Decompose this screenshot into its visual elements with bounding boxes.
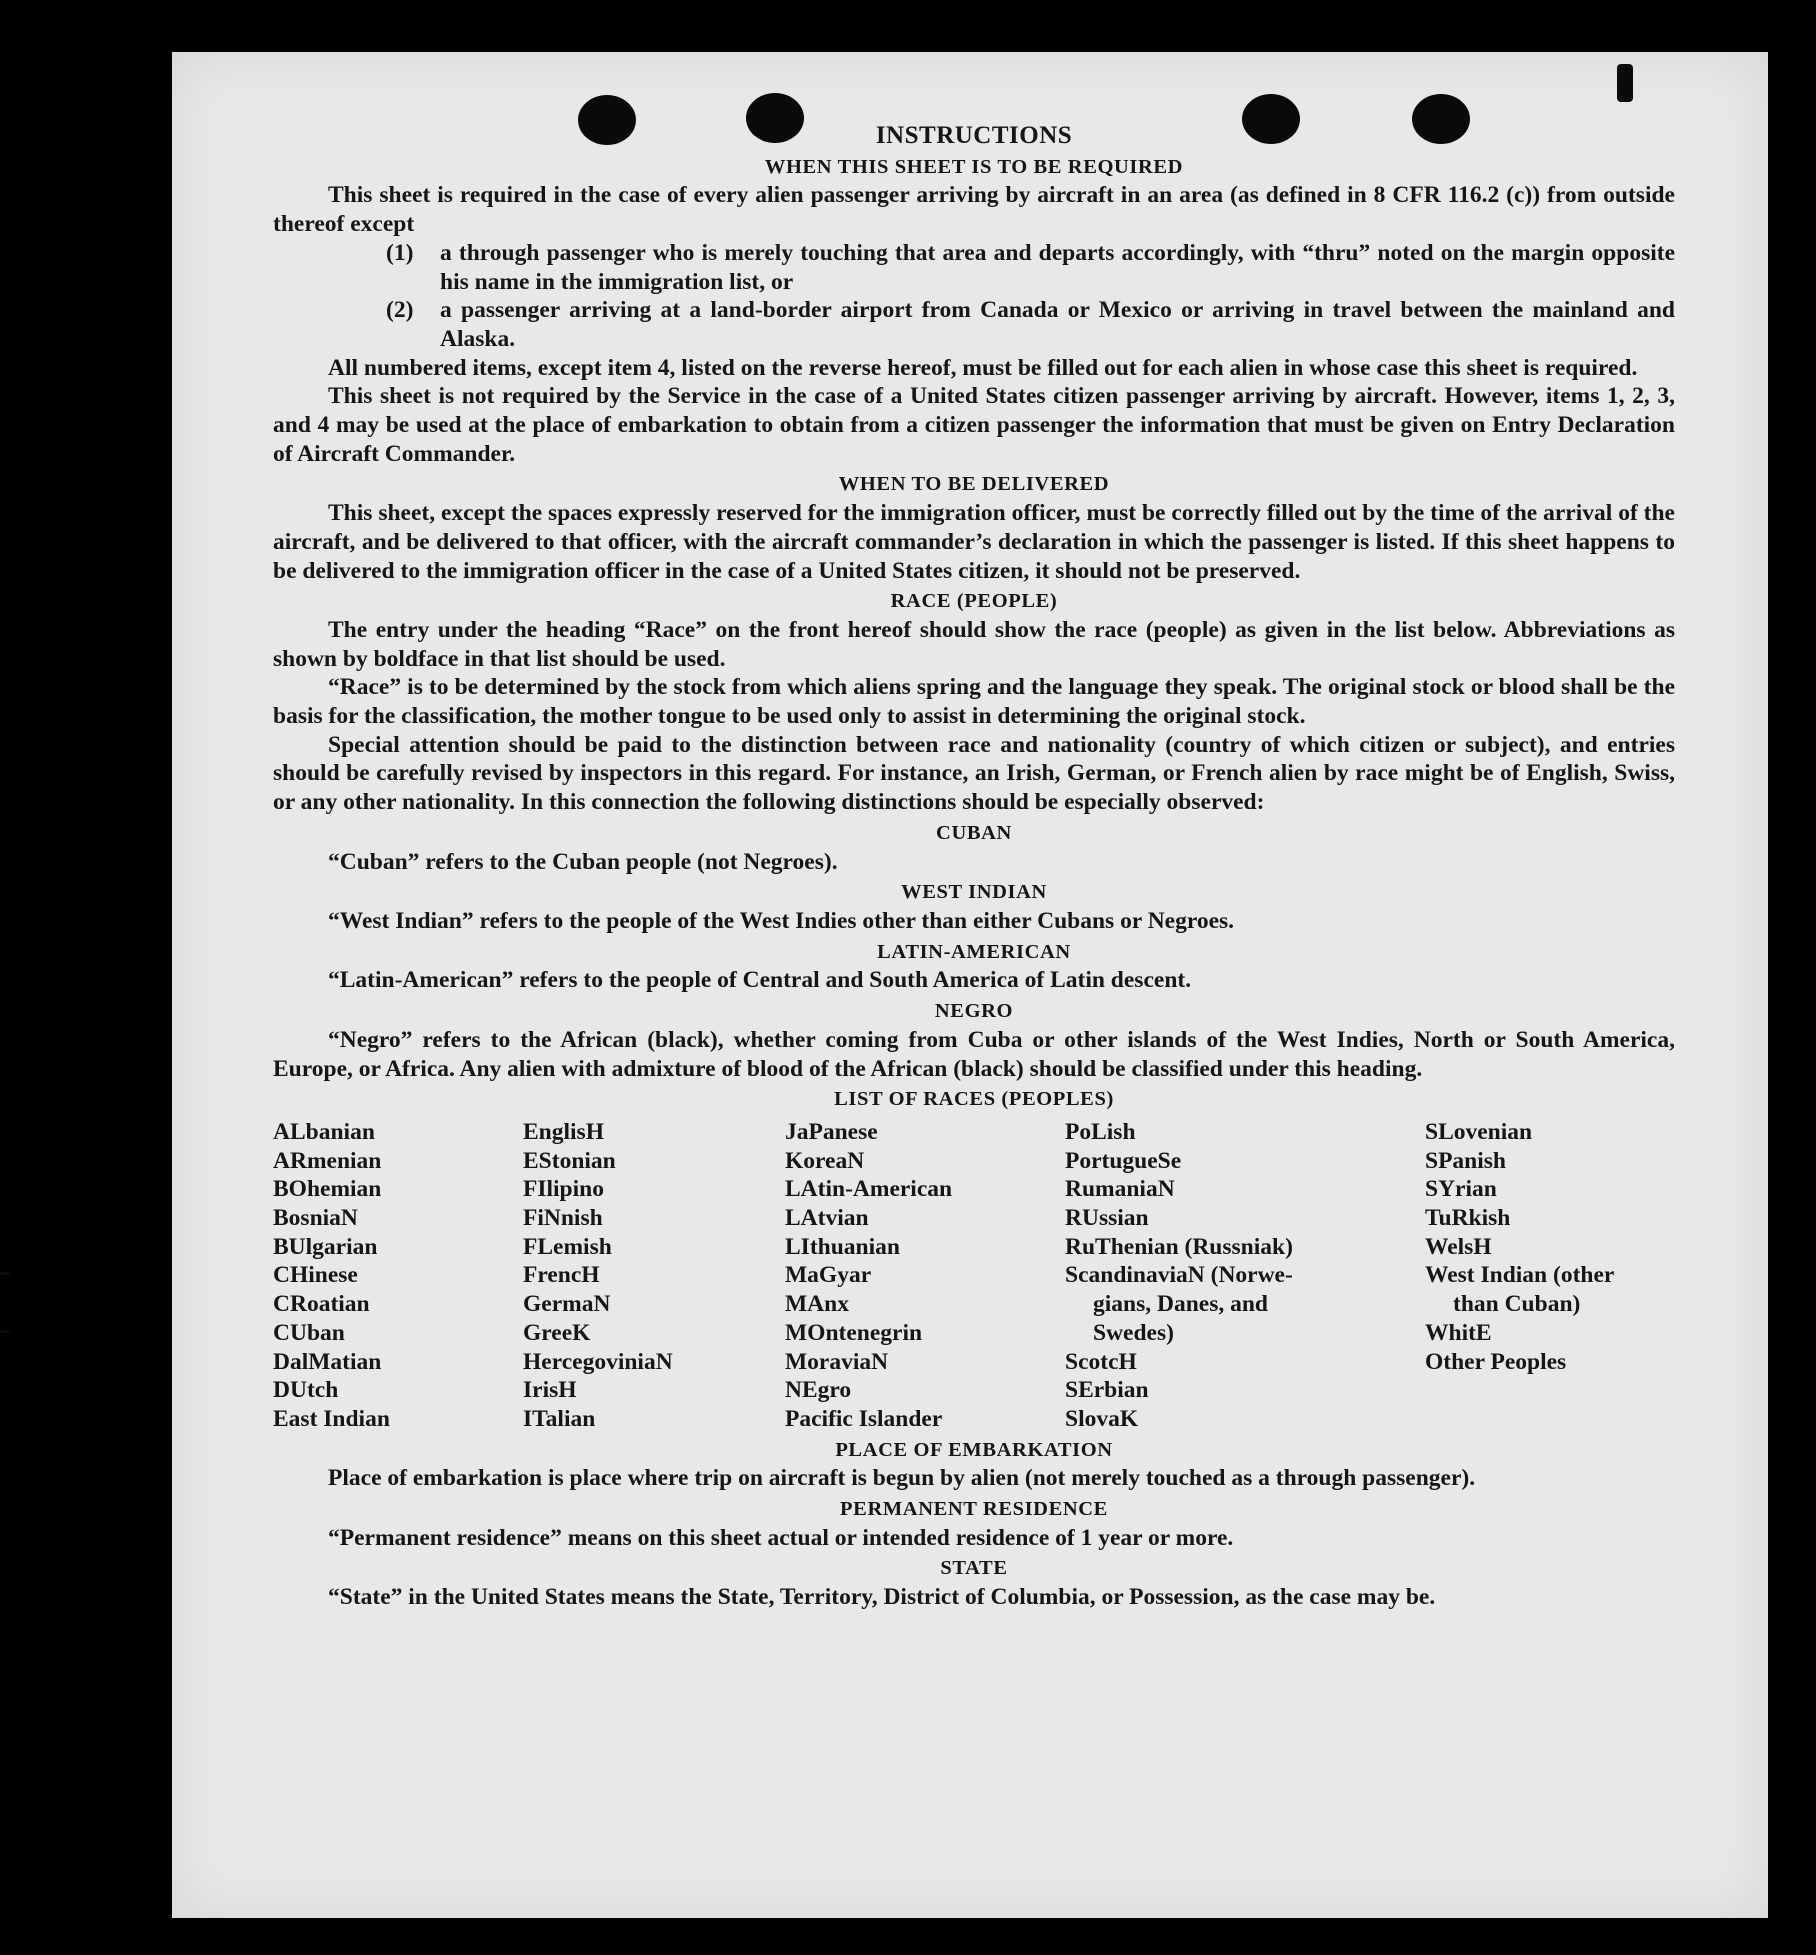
race-entry: WhitE [1425,1319,1492,1346]
heading-latin-american: LATIN-AMERICAN [877,940,1071,963]
race-entry: RUssian [1065,1205,1149,1232]
race-entry: MAnx [785,1291,849,1318]
race-entry: MOntenegrin [785,1319,923,1346]
delivered-paragraph: This sheet, except the spaces expressly reserved for the immigration officer, must be correctly filled out by the time of the arrival of the aircraft, and be delivered to that officer, with the aircraft commander’s declaration in which the passenger is listed. If this sheet happens to be delivered to the immigration officer in the case of a United States citizen, it should not be preserved. [273,500,1675,584]
race-entry: EnglisH [523,1118,604,1145]
race-entry: ARmenian [273,1147,382,1174]
required-paragraph-2: All numbered items, except item 4, listed on the reverse hereof, must be filled out for each alien in whose case this sheet is required. [328,354,1638,381]
race-entry: KoreaN [785,1147,865,1174]
race-entry: TuRkish [1425,1205,1511,1232]
race-entry: HercegoviniaN [523,1348,673,1375]
race-entry: RumaniaN [1065,1176,1175,1203]
races-column-1 [273,1118,523,1434]
race-entry: GreeK [523,1319,591,1346]
exception-text: a passenger arriving at a land-border airport from Canada or Mexico or arriving in travel between the mainland and Alaska. [440,297,1675,352]
races-column-3 [785,1118,1065,1434]
margin-tick-1 [0,1272,10,1275]
race-entry: RuThenian (Russniak) [1065,1233,1293,1260]
exception-text: a through passenger who is merely touching that area and departs accordingly, with “thru” noted on the margin opposite his name in the immigration list, or [440,239,1675,295]
heading-state: STATE [940,1557,1008,1580]
staple-mark [1617,64,1633,102]
race-entry: DUtch [273,1377,339,1404]
race-entry: PoLish [1065,1118,1136,1145]
race-entry: GermaN [523,1291,611,1318]
heading-west-indian: WEST INDIAN [901,881,1047,904]
races-column-4 [1065,1118,1425,1434]
race-entry: BOhemian [273,1176,382,1203]
race-entry: Pacific Islander [785,1405,943,1432]
race-entry: DalMatian [273,1348,382,1375]
heading-cuban: CUBAN [936,821,1012,844]
exception-item-1 [273,239,1675,296]
exception-item-2 [273,296,1675,353]
exception-number: (1) [386,239,414,266]
race-entry: FLemish [523,1233,612,1260]
race-entry: CUban [273,1319,345,1346]
race-entry: MaGyar [785,1262,872,1289]
race-entry: East Indian [273,1405,390,1432]
race-entry: WelsH [1425,1233,1492,1260]
heading-permanent-residence: PERMANENT RESIDENCE [840,1498,1108,1521]
race-entry: BUlgarian [273,1233,378,1260]
page-title: INSTRUCTIONS [875,122,1073,149]
race-entry: SLovenian [1425,1118,1533,1145]
race-entry-continued: Swedes) [1093,1319,1174,1346]
west-indian-definition: “West Indian” refers to the people of the West Indies other than either Cubans or Negroes. [328,907,1235,934]
race-entry: ALbanian [273,1118,375,1145]
race-entry: SErbian [1065,1377,1149,1404]
heading-delivered: WHEN TO BE DELIVERED [838,473,1110,496]
race-entry: FIlipino [523,1176,604,1203]
race-entry: CHinese [273,1262,358,1289]
race-entry: SYrian [1425,1176,1497,1203]
race-entry: EStonian [523,1147,616,1174]
race-entry: LIthuanian [785,1233,900,1260]
race-paragraph-2: “Race” is to be determined by the stock from which aliens spring and the language they speak. The original stock or blood shall be the basis for the classification, the mother tongue to be used only to assist in determining the original stock. [273,674,1675,730]
race-entry: Other Peoples [1425,1348,1567,1375]
race-paragraph-1: The entry under the heading “Race” on the front hereof should show the race (people) as given in the list below. Abbreviations as shown by boldface in that list should be used. [273,616,1675,672]
race-entry-continued: than Cuban) [1453,1291,1581,1318]
race-entry: NEgro [785,1377,852,1404]
race-paragraph-3: Special attention should be paid to the distinction between race and nationality (country of which citizen or subject), and entries should be carefully revised by inspectors in this regard. For instance, an Irish, German, or French alien by race might be of English, Swiss, or any other nationality. In this connection the following distinctions should be especially observed: [273,731,1675,816]
margin-tick-2 [0,1330,10,1333]
race-entry: CRoatian [273,1291,370,1318]
heading-negro: NEGRO [934,1000,1014,1023]
race-entry: JaPanese [785,1118,878,1145]
race-entry: ITalian [523,1405,596,1432]
heading-required: WHEN THIS SHEET IS TO BE REQUIRED [764,155,1184,178]
required-paragraph-3: This sheet is not required by the Service in the case of a United States citizen passenger arriving by aircraft. However, items 1, 2, 3, and 4 may be used at the place of embarkation to obtain from a citizen passenger the information that must be given on Entry Declaration of Aircraft Commander. [273,383,1675,467]
race-entry: FiNnish [523,1205,603,1232]
races-list [273,1118,1675,1434]
embarkation-definition: Place of embarkation is place where trip on aircraft is begun by alien (not merely touched as a through passenger). [328,1465,1476,1492]
race-entry: SlovaK [1065,1405,1139,1432]
race-entry: ScandinaviaN (Norwe- [1065,1262,1293,1289]
race-entry: LAtvian [785,1205,869,1232]
races-column-2 [523,1118,785,1434]
instructions-content [273,122,1675,1612]
races-column-5 [1425,1118,1675,1434]
race-entry: SPanish [1425,1147,1506,1174]
race-entry-continued: gians, Danes, and [1093,1291,1268,1318]
heading-embarkation: PLACE OF EMBARKATION [835,1438,1113,1461]
exception-number: (2) [386,297,414,324]
residence-definition: “Permanent residence” means on this sheet actual or intended residence of 1 year or more. [328,1524,1234,1551]
race-entry: West Indian (other [1425,1262,1615,1289]
race-entry: MoraviaN [785,1348,889,1375]
cuban-definition: “Cuban” refers to the Cuban people (not Negroes). [328,848,838,875]
race-entry: ScotcH [1065,1348,1137,1375]
heading-list-of-races: LIST OF RACES (PEOPLES) [834,1088,1114,1111]
race-entry: IrisH [523,1377,577,1404]
race-entry: BosniaN [273,1205,358,1232]
latin-american-definition: “Latin-American” refers to the people of Central and South America of Latin descent. [328,967,1192,994]
required-intro: This sheet is required in the case of every alien passenger arriving by aircraft in an area (as defined in 8 CFR 116.2 (c)) from outside thereof except [273,182,1675,238]
race-entry: PortugueSe [1065,1147,1182,1174]
state-definition: “State” in the United States means the State, Territory, District of Columbia, or Possession, as the case may be. [328,1584,1436,1611]
negro-definition: “Negro” refers to the African (black), whether coming from Cuba or other islands of the West Indies, North or South America, Europe, or Africa. Any alien with admixture of blood of the African (black) should be classified under this heading. [273,1026,1675,1082]
heading-race: RACE (PEOPLE) [890,590,1058,613]
race-entry: FrencH [523,1262,600,1289]
race-entry: LAtin-American [785,1176,953,1203]
